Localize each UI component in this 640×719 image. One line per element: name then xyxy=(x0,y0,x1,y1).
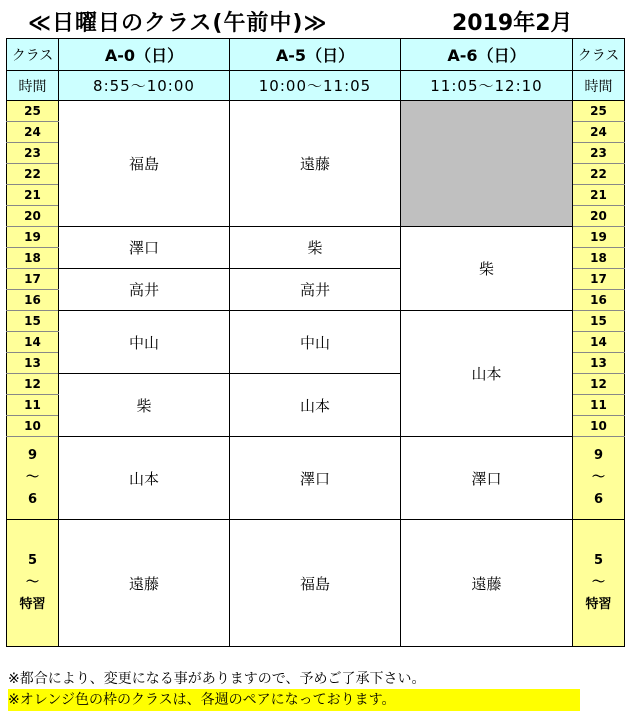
level-label: 11 xyxy=(573,395,625,416)
level-label: 23 xyxy=(573,143,625,164)
level-label: 20 xyxy=(573,206,625,227)
note-change-notice: ※都合により、変更になる事がありますので、予めご了承下さい。 xyxy=(8,671,426,687)
level-group-5-special xyxy=(7,520,59,647)
level-label: 10 xyxy=(7,416,59,437)
level-label: 19 xyxy=(573,227,625,248)
level-label: 20 xyxy=(7,206,59,227)
level-group-line: 〜 xyxy=(25,470,39,485)
note-pair-notice: ※オレンジ色の枠のクラスは、各週のペアになっております。 xyxy=(8,689,580,711)
level-label: 25 xyxy=(573,101,625,122)
teacher-cell: 山本 xyxy=(401,311,573,437)
level-group-9-6 xyxy=(573,437,625,520)
level-group-5-special xyxy=(573,520,625,647)
level-label: 21 xyxy=(7,185,59,206)
teacher-cell: 高井 xyxy=(59,269,230,311)
teacher-cell: 澤口 xyxy=(230,437,401,520)
level-group-line: 〜 xyxy=(25,575,39,590)
level-label: 15 xyxy=(7,311,59,332)
teacher-cell: 遠藤 xyxy=(59,520,230,647)
teacher-cell: 山本 xyxy=(230,374,401,437)
teacher-cell: 柴 xyxy=(401,227,573,311)
level-label: 13 xyxy=(7,353,59,374)
level-group-line: 5 xyxy=(593,553,604,568)
level-label: 15 xyxy=(573,311,625,332)
level-label: 14 xyxy=(573,332,625,353)
level-group-line: 9 xyxy=(27,448,38,463)
time-header-right: 時間 xyxy=(573,71,625,101)
level-group-line: 特習 xyxy=(19,597,46,612)
level-label: 24 xyxy=(7,122,59,143)
level-label: 16 xyxy=(7,290,59,311)
col-header-a6: A-6（日） xyxy=(401,39,573,71)
level-label: 14 xyxy=(7,332,59,353)
level-group-line: 〜 xyxy=(591,470,605,485)
teacher-cell: 澤口 xyxy=(401,437,573,520)
class-header-left: クラス xyxy=(7,39,59,71)
level-label: 18 xyxy=(7,248,59,269)
teacher-cell: 遠藤 xyxy=(230,101,401,227)
level-label: 22 xyxy=(7,164,59,185)
class-header-right: クラス xyxy=(573,39,625,71)
level-label: 25 xyxy=(7,101,59,122)
schedule-table xyxy=(6,38,625,647)
time-a5: 10:00〜11:05 xyxy=(230,71,401,101)
unavailable-cell xyxy=(401,101,573,227)
teacher-cell: 高井 xyxy=(230,269,401,311)
col-header-a5: A-5（日） xyxy=(230,39,401,71)
level-label: 21 xyxy=(573,185,625,206)
level-label: 12 xyxy=(573,374,625,395)
level-label: 18 xyxy=(573,248,625,269)
teacher-cell: 中山 xyxy=(230,311,401,374)
teacher-cell: 柴 xyxy=(59,374,230,437)
time-a0: 8:55〜10:00 xyxy=(59,71,230,101)
level-label: 17 xyxy=(573,269,625,290)
month-label: 2019年2月 xyxy=(452,11,573,36)
time-a6: 11:05〜12:10 xyxy=(401,71,573,101)
teacher-cell: 遠藤 xyxy=(401,520,573,647)
level-label: 16 xyxy=(573,290,625,311)
teacher-cell: 福島 xyxy=(230,520,401,647)
level-label: 24 xyxy=(573,122,625,143)
level-label: 17 xyxy=(7,269,59,290)
page-title: ≪日曜日のクラス(午前中)≫ xyxy=(28,11,328,36)
teacher-cell: 柴 xyxy=(230,227,401,269)
teacher-cell: 福島 xyxy=(59,101,230,227)
level-label: 10 xyxy=(573,416,625,437)
level-label: 23 xyxy=(7,143,59,164)
teacher-cell: 澤口 xyxy=(59,227,230,269)
level-group-line: 5 xyxy=(27,553,38,568)
level-group-line: 特習 xyxy=(585,597,612,612)
col-header-a0: A-0（日） xyxy=(59,39,230,71)
level-group-line: 〜 xyxy=(591,575,605,590)
level-label: 19 xyxy=(7,227,59,248)
teacher-cell: 山本 xyxy=(59,437,230,520)
teacher-cell: 中山 xyxy=(59,311,230,374)
level-label: 13 xyxy=(573,353,625,374)
level-group-line: 6 xyxy=(593,492,604,507)
time-header-left: 時間 xyxy=(7,71,59,101)
level-label: 11 xyxy=(7,395,59,416)
level-group-9-6 xyxy=(7,437,59,520)
level-group-line: 9 xyxy=(593,448,604,463)
level-group-line: 6 xyxy=(27,492,38,507)
level-label: 12 xyxy=(7,374,59,395)
level-label: 22 xyxy=(573,164,625,185)
